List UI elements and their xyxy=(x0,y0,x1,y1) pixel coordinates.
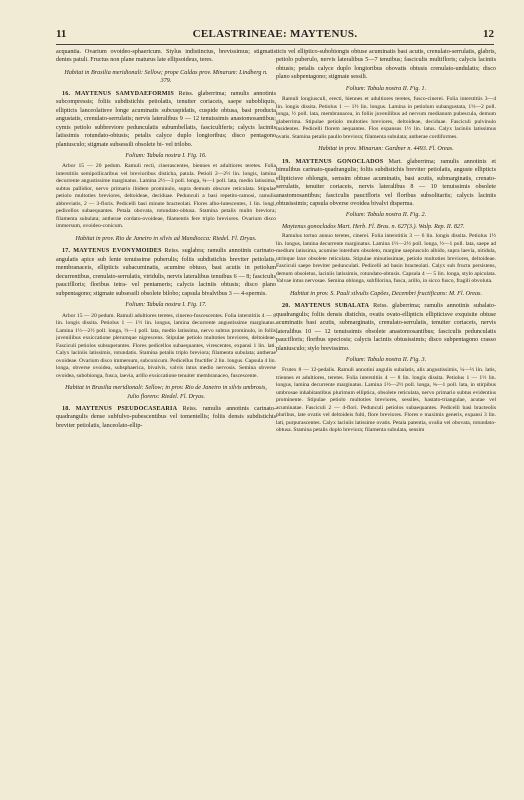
species-16-name: 16. MAYTENUS SAMYDAEFORMIS xyxy=(62,90,175,97)
species-17-diagnosis xyxy=(56,247,276,298)
species-17-habitat: Habitat in Brasilia meridionali: Sellow; in prov. Rio de Janeiro in silvis umbrosis, Julio florens: Riedel. Fl. Dryas. xyxy=(65,385,267,400)
species-18-description: Ramuli longiusculi, erecti, biennes et adultiores teretes, fusco-cinerei. Folia interstitiis 3—4 lin. longis dissita. Petiolus 1 — 1½ lin. longus. Lamina in petiolum subangustata, 1½—2 poll. longa, ½ poll. lata, membranacea, in foliis juvenilibus ad nervum medianum pubescula, demum glaberrima. Stipulae petiolo multoties breviores, deltoideae, deciduae. Fasciculi pulvinulo insidentes. Pedicelli florem aequantes. Flos expansus 1½ lin. latus. Calyx laciniis latissimus ovatis. Stamina petalis paullo breviora; filamenta subulata; antherae cordiformes. xyxy=(276,96,496,140)
species-20-diagnosis xyxy=(276,302,496,353)
species-20-figure-ref: Folium: Tabula nostra II. Fig. 3. xyxy=(345,357,427,364)
running-header xyxy=(56,28,494,42)
header-rule xyxy=(56,44,494,45)
species-18-diagnosis xyxy=(56,405,276,430)
species-20-name: 20. MAYTENUS SUBALATA xyxy=(282,303,370,310)
species-16-description: Arbor 15 — 20 pedum. Ramuli recti, cinerascentes, biennes et adultiores teretes. Folia interstitiis semipollicaribus vel brevioribus disticha, patula. Petioli 2—2½ lin. longis, lamina decurrente angustissime marginatus. Lamina 2½—3 poll. longa, ¾—1 poll. lata, medio latissima, subtus pallidior, nervo primario ibidem prominulo, supra demum obscure reticulata. Stipulae petiolo multoties breviores, deltoideae, deciduae. Pedunculi a basi repetito-ramosi, ramulis abbreviatis, 2 — 3-floris. Pedicelli basi minute bracteolati. Flores albo-lutescentes, 1 lin. longi, pedicellos subaequantes. Petala obovata, rotundato-obtusa. Stamina petalis multo breviora; filamenta subulata; antherae cordato-ovoideae, filamentis fere triplo breviores. Ovarium disco immersum, ovoideo-conicum. xyxy=(56,163,276,230)
species-18-diagnosis-cont: ticis vel elliptico-subobiongis obtuse acuminatis basi acutis, crenulato-serrulatis, glabris, petiolo puberulo, nervis lateralibus 5—7 tenuibus; fasciculis multifloris; calycis laciniis obtusis; petalis calyce duplo longioribus obovatis obtusis crenulato-undulatis; disco plano subpentagono; stigmate sessili. xyxy=(276,49,496,81)
species-19-figure-ref: Folium: Tabula nostra II. Fig. 2. xyxy=(345,212,427,219)
species-19-habitat: Habitat in prov. S. Pauli silvulis Capões, Decembri fructificans: M. Fl. Oreas. xyxy=(290,290,482,297)
species-19-description: Ramulus tortuo annuo teretes, cinerei. Folia interstitiis 3 — 6 lin. longis dissita. Petiolus 1½ lin. longus, lamina decurrente marginatus. Lamina 1½—2½ poll. longa, ½—1 poll. lata, saepe ad medium latissima, acumine interdum obsoleto, margine saepiusculo albido, supra laevia, nitidula, utrinque laxe obsolete reticulata. Stipulae minutissimae, petiolo multoties breviores, deltoideae. Fasciculi saepe breviter pedunculati. Pedicelli ad basin bracteolati. Calyx sub fructu persistens, demum obsoletus, laciniis latissimis, rotundato-obtusis. Capsula 4 — 5 lin. longa, stylo apiculata. Valvae intus nervosae. Semina oblonga, subfilorina, fusca, arillo, in sicco fusco, fragili obvoluta. xyxy=(276,233,496,285)
species-18-name: 18. MAYTENUS PSEUDOCASEARIA xyxy=(62,405,178,412)
species-16-habitat: Habitat in prov. Rio de Janeiro in silvis ad Mandiocca: Riedel. Fl. Dryas. xyxy=(75,235,257,242)
page-number-right: 12 xyxy=(483,28,494,40)
species-19-name: 19. MAYTENUS GONOCLADOS xyxy=(282,158,384,165)
species-18-text: Reiss. ramulis annotinis carinato-quadrangulis dense subfulvo-pubescentibus vel tomentellis; foliis densis subdistichis breviter petiolatis, lanceolato-ellip- xyxy=(56,405,276,429)
species-19-diagnosis xyxy=(276,158,496,209)
species-16-text: Reiss. glaberrima; ramulis annotinis subcompressis; foliis subdistichis petiolatis, tenuiter coriaceis, saepe subobliquis, ellipticis lanceolatisve longe acuminatis subcuspidatis, cuspide obtusa, basi producta angustatis, crenulato-serrulatis; nervis lateralibus 9 — 12 tenuissimis anastomosantibus; cymis petiolo subbreviore pedunculatis subumbellatis, fasciculiferis; calycis laciniis latissimis rotundato-obtusis; petalis calyce duplo longioribus; disco pentagono planiusculo; stigmate subsessili obsolete bi- vel trilobo. xyxy=(56,90,276,148)
species-19-synonym: Maytenus gonoclados Mart. Herb. Fl. Bras. n. 627(3.). Walp. Rep. II. 827. xyxy=(282,223,465,230)
species-18-figure-ref: Folium: Tabula nostra II. Fig. 1. xyxy=(345,85,427,92)
right-column xyxy=(276,48,496,792)
species-19-text: Mart. glaberrima; ramulis annotinis et bimulibus carinato-quadrangulis; foliis subdistichis breviter petiolatis, anguste ellipticis ellipticisve oblongis, semsim obtuse acuminatis, basi acutis, submarginatis, crenato-serrulatis, tenuiter coriaceis, nervis lateralibus 8 — 10 tenuissimis obsolete anastomosantibus; fasciculis paucifloris vel floribus subsolitariis; calycis laciniis obtusissimis; capsula obverse ovoidea bivalvi dispermа. xyxy=(276,158,496,207)
species-17-name: 17. MAYTENUS EVONYMOIDES xyxy=(62,248,162,255)
intro-paragraph: acquantia. Ovarium ovoideo-sphaericum. Stylus indistinctus, brevissimus; stigmatis dentes patuli. Fructus non plane maturus late ellipsoideus, teres. xyxy=(56,49,276,64)
species-16-figure-ref: Folium: Tabula nostra I. Fig. 16. xyxy=(125,152,207,159)
species-20-text: Reiss. glaberrima; ramulis annotinis subalato-quadrangulis; foliis densis distichis, ovatis ovato-ellipticis ellipticisve exquisite obtuse acuminatis basi acutis, submarginatis, crenulato-serrulatis, tenuiter coriaceis, nervis lateralibus 10 — 12 tenuissimis obsolete anastomosantibus; fasciculis pedunculatis paucifloris; floribus speciosis; calycis laciniis obtusissimis; disco subpentagono crasso planiusculo; stylo brevissimo. xyxy=(276,303,496,352)
page-number-left: 11 xyxy=(56,28,67,40)
left-column xyxy=(56,48,276,792)
running-title: CELASTRINEAE: MAYTENUS. xyxy=(192,28,358,40)
species-18-habitat: Habitat in prov. Minarum: Gardner n. 4493. Fl. Oreas. xyxy=(318,146,454,153)
species-17-text: Reiss. suglabra; ramulis annotinis carinato-angulatis apice sub lente tenuissime puberulis; foliis subdistichis breviter petiolatis, membranaceis, ellipticis subacuminatis, acumine obtuso, basi acutis in petiolum decurrentibus, crenulato-serrulatis, viridulis, nervis lateralibus tenuibus 6 — 8; fasciculis pauciflloris; floribus tetra- vel pentameris; calycis laciniis obtusis; disco plano subpentagono; stigmate subsessili obsolete bilobo; capsula bivalvibus 3 — 4-spermis. xyxy=(56,248,276,297)
species-16-diagnosis xyxy=(56,90,276,149)
species-17-description: Arbor 15 — 20 pedum. Ramuli adultiores teretes, cinereo-fuscescentes. Folia interstitiis 4 — 8 lin. longis dissita. Petiolus 1 — 1½ lin. longus, lamina decurrente angustissime marginatus. Lamina 1½—2½ poll. longa, ⅔—1 poll. lata, medio latissima, nervo subtus prominulo, in foliis juvenilibus exsiccatione plerumque nigrescens. Stipulae petiolo multoties breviores, deltoideae. Fasciculi petiolos subsuperantes. Flores pedicellos subaequantes, virescentes, expansi 1 lin. lati. Calyx laciniis latissimis, rotundatis. Stamina petalis triplo breviora; filamenta subulata; antherae ovoideae. Ovarium disco immersum, subconicum. Pedicellus fructifer 2 lin. longus. Capsula 4 lin. longa, obverse ovoidea, subsphaerica, bivalvis, valvis intus medio nervosis. Semina obverse ovoidea, subobionga, fusca, laevia, arillo exsiccatione tenuiter membranaceo, fuscescente. xyxy=(56,312,276,379)
species-20-description: Frutex 8 — 12-pedalis. Ramuli annotini angulis subalatis, alis angustissimis, ¼—½ lin. latis, triennes et adultiores, teretes. Folia interstitiis 4 — 8 lin. longis dissita. Petiolus 1 — 1½ lin. longus, lamina decurrente marginatus. Lamina 1½—2½ poll. longa, ¾—1 poll. lata, in stirpibus umbrosae inhabitantibus plurimum ellipticа, obsolete reticulata, nervo primario subtus evidentius prominente. Stipulae petiolo multoties breviores, sessiles, hastato-triangulae, acutae vel acuminatae. Fasciculi 2 — 4-flori. Pedunculi petiolos subaequantes. Pedicelli basi bracteolis pluribus, late ovatis vel deltoideis fulti, flore breviores. Flores e maximis generis, expansi 3 lin. lati, purpurascentes. Calyx laciniis latissime ovatis. Petala patentia, ovalia vel obovata, rotundato-obtusa. Stamina petalis duplo breviora; filamenta subulata, sensim xyxy=(276,367,496,434)
habitat-note: Habitat in Brasilia meridionali: Sellow; prope Caldas prov. Minarum: Lindberg n. 379. xyxy=(64,69,268,85)
species-17-figure-ref: Folium: Tabula nostra I. Fig. 17. xyxy=(125,302,207,309)
